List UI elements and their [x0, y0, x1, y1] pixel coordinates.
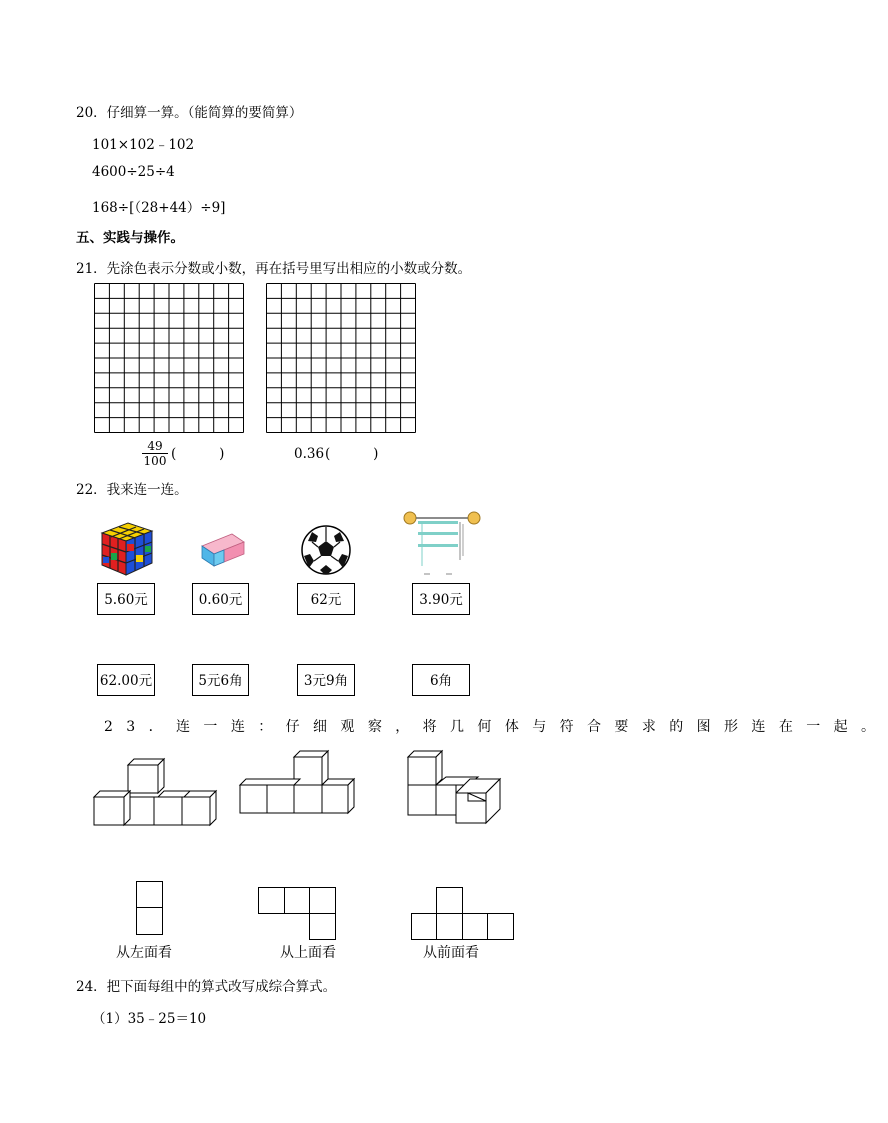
eraser-image	[198, 530, 248, 570]
price-box-top-3[interactable]: 62元	[297, 583, 355, 615]
towel-rack-image	[402, 508, 484, 580]
answer-paren-1[interactable]: ( )	[171, 446, 225, 462]
q22-title: 22．我来连一连。	[76, 482, 188, 498]
soccer-ball-image	[300, 524, 352, 576]
answer-paren-2[interactable]: ( )	[325, 446, 379, 462]
view-label-left: 从左面看	[116, 945, 172, 961]
q21-title: 21．先涂色表示分数或小数，再在括号里写出相应的小数或分数。	[76, 261, 472, 277]
solid-figure-3[interactable]	[408, 749, 506, 827]
price-box-top-4[interactable]: 3.90元	[412, 583, 470, 615]
q20-expression-2: 4600÷25÷4	[92, 164, 175, 180]
grid-100-right[interactable]	[266, 283, 416, 433]
solid-figure-1[interactable]	[94, 757, 216, 827]
left-view-figure[interactable]	[136, 881, 164, 937]
grid-100-left[interactable]	[94, 283, 244, 433]
price-box-bottom-1[interactable]: 62.00元	[97, 664, 155, 696]
front-view-figure[interactable]	[411, 887, 515, 941]
q20-expression-3: 168÷[（28+44）÷9]	[92, 200, 226, 216]
fraction-49-100	[142, 439, 168, 468]
top-view-figure[interactable]	[258, 887, 338, 941]
decimal-value: 0.36	[294, 446, 325, 462]
fraction-numerator: 49	[142, 439, 168, 454]
price-box-top-2[interactable]: 0.60元	[192, 583, 249, 615]
q24-title: 24．把下面每组中的算式改写成综合算式。	[76, 979, 337, 995]
q24-sub1: （1）35﹣25＝10	[92, 1011, 207, 1027]
view-label-top: 从上面看	[280, 945, 336, 961]
section5-title: 五、实践与操作。	[76, 230, 184, 246]
fraction-denominator: 100	[143, 454, 167, 468]
price-box-bottom-2[interactable]: 5元6角	[192, 664, 249, 696]
view-label-front: 从前面看	[423, 945, 479, 961]
q20-title: 20．仔细算一算。（能简算的要简算）	[76, 105, 303, 121]
price-box-bottom-4[interactable]: 6角	[412, 664, 470, 696]
q20-expression-1: 101×102﹣102	[92, 137, 195, 153]
rubiks-cube-image	[98, 519, 156, 577]
solid-figure-2[interactable]	[240, 751, 356, 815]
price-box-top-1[interactable]: 5.60元	[97, 583, 155, 615]
price-box-bottom-3[interactable]: 3元9角	[297, 664, 355, 696]
q23-title: 23．连一连：仔细观察，将几何体与符合要求的图形连在一起。	[104, 719, 888, 735]
